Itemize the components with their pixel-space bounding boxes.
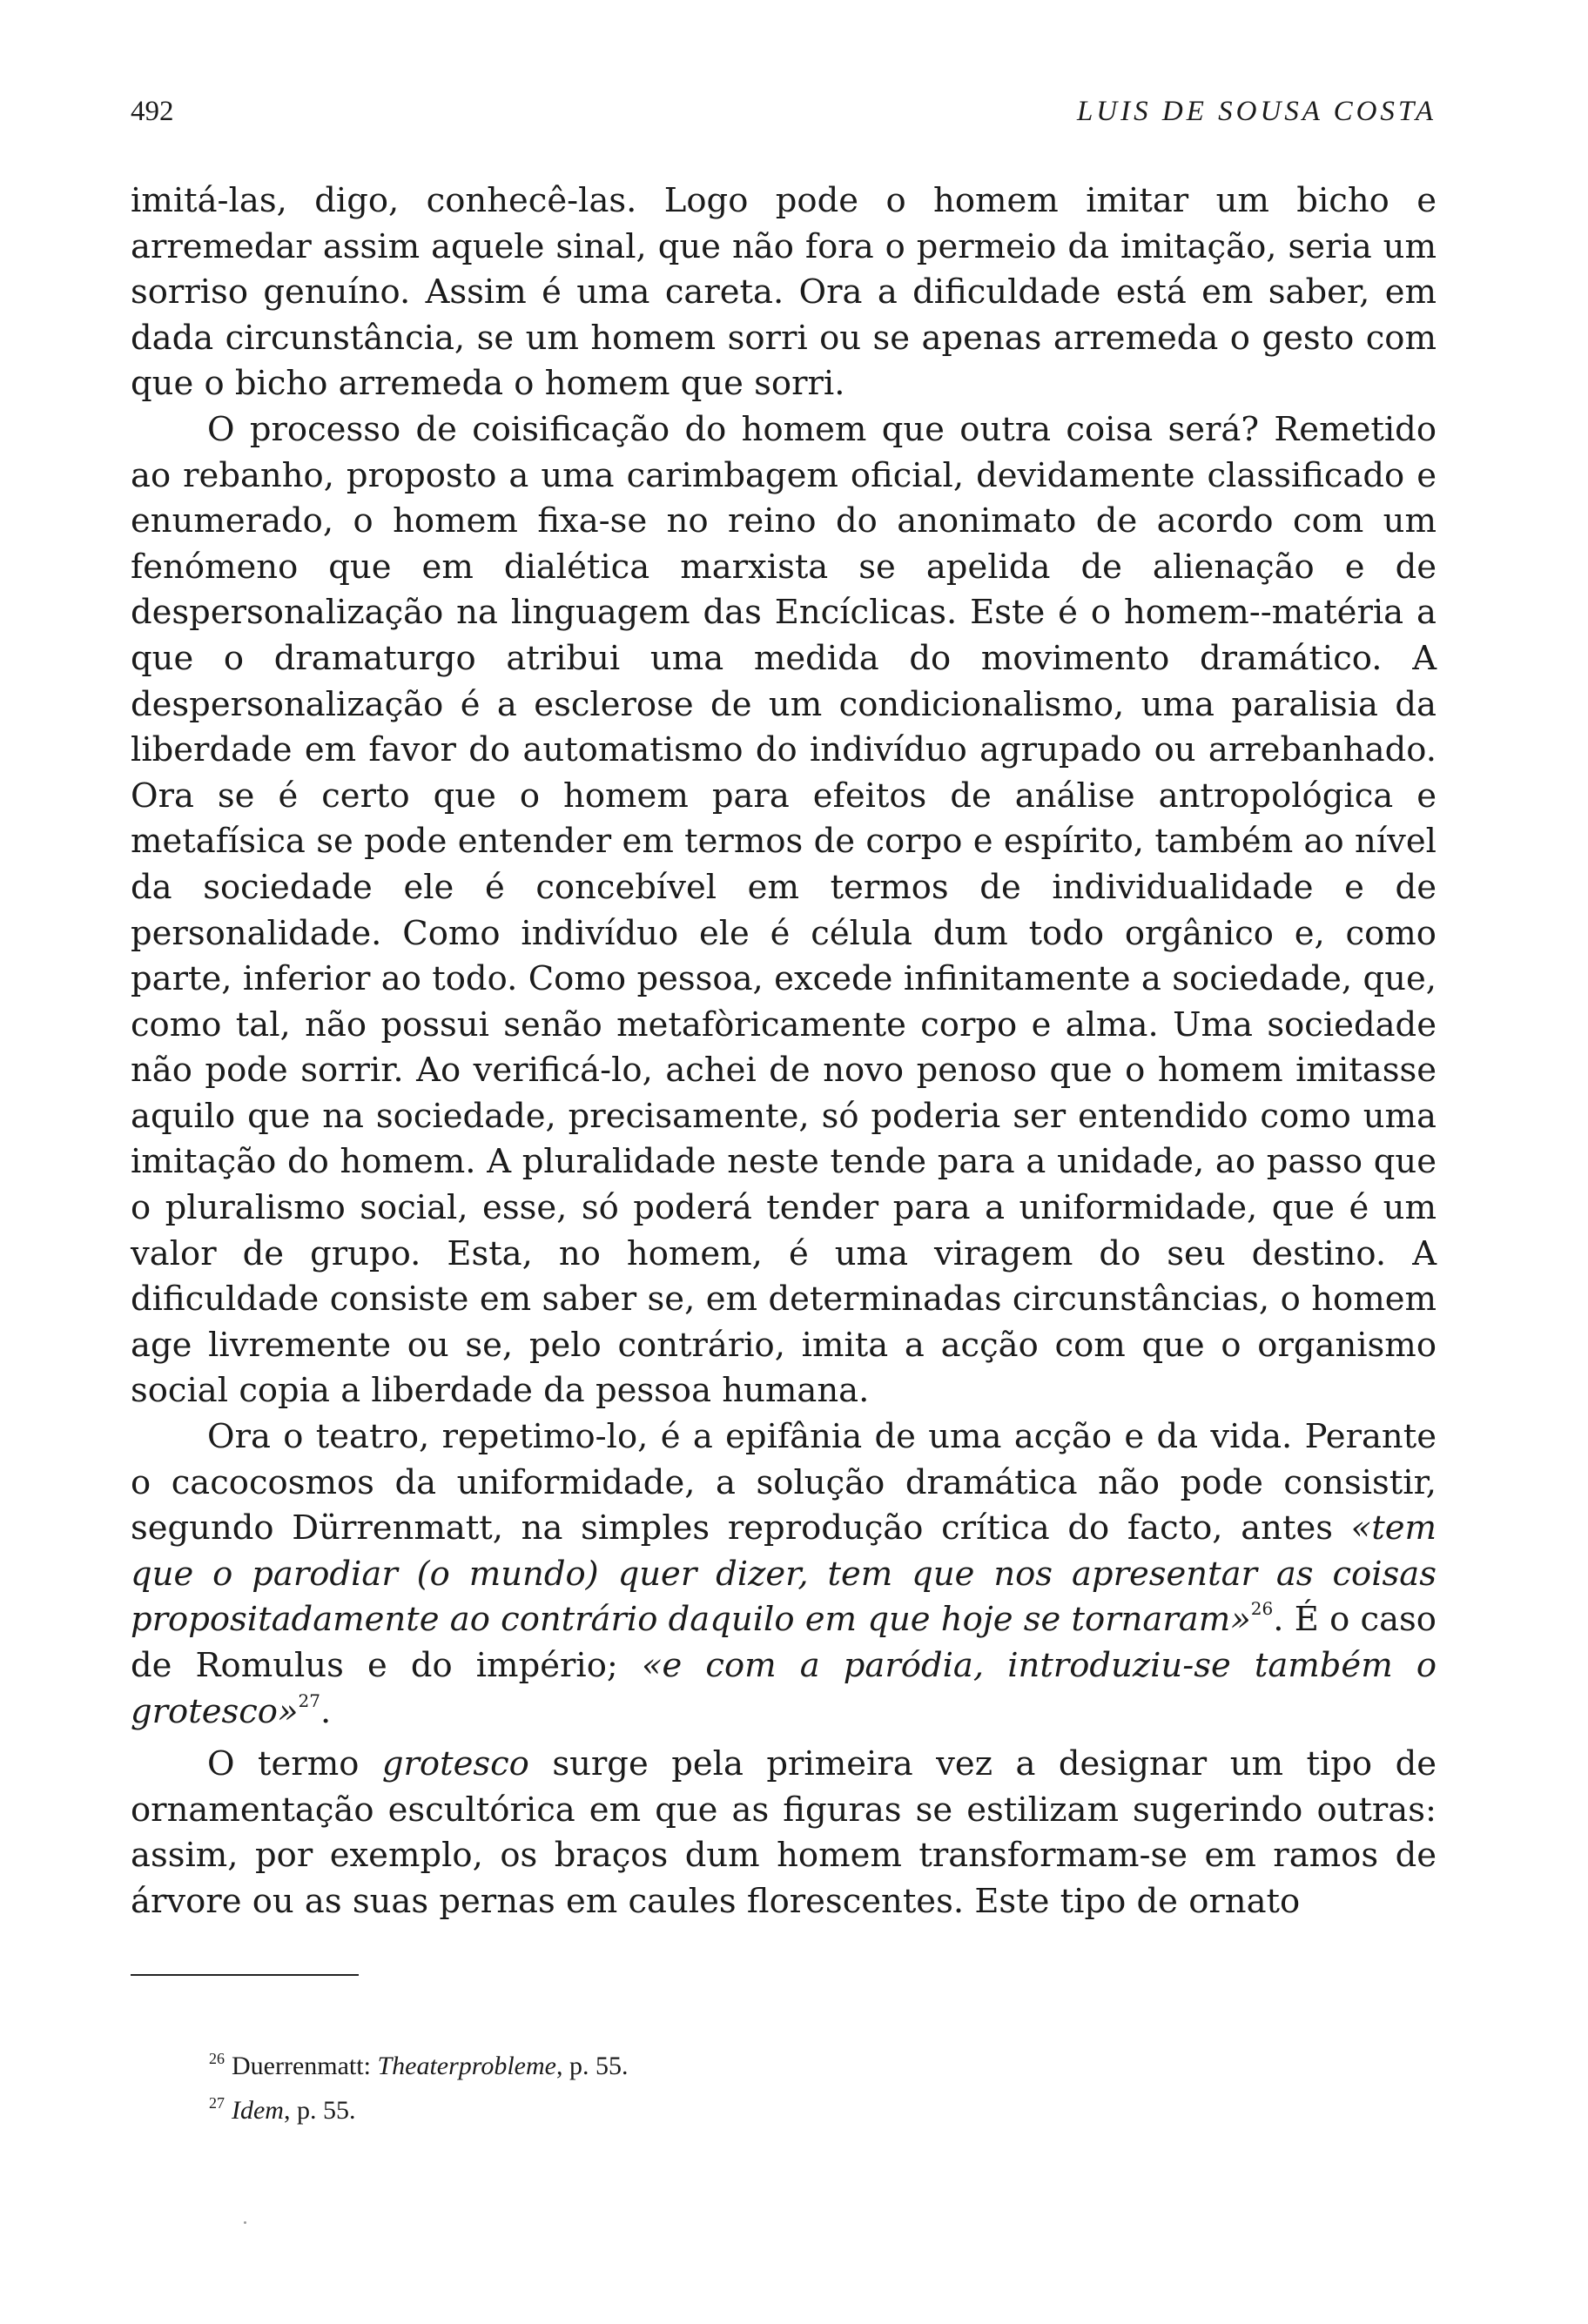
footnote-page: , p. 55.: [283, 2096, 356, 2125]
footnote-mark: 26: [209, 2050, 225, 2067]
footnote-ref-27[interactable]: 27: [298, 1689, 320, 1711]
paragraph-3-text-b: . É o caso de Romulus e do império;: [131, 1600, 1437, 1685]
paragraph-4-text-b: surge pela primeira vez a designar um tipo de ornamentação escultórica em que as figuras se estilizam sugerindo outras: assim, por exemplo, os braços dum homem transformam-se em ramos de árvore ou as suas pernas em caules florescentes. Este tipo de ornato: [131, 1744, 1437, 1921]
footnote-title: Theaterprobleme: [377, 2052, 556, 2080]
running-head: LUIS DE SOUSA COSTA: [1076, 96, 1437, 127]
paragraph-4-text-a: O termo: [207, 1744, 382, 1784]
footnotes: [209, 2040, 1341, 2129]
paragraph-3: [131, 1414, 1437, 1735]
durrenmatt-quote-2: «e com a paródia, introduziu-se também o grotesco»: [131, 1646, 1437, 1731]
paragraph-3-text-a: Ora o teatro, repetimo-lo, é a epifânia de uma acção e da vida. Perante o cacocosmos da uniformidade, a solução dramática não pode consistir, segundo Dürrenmatt, na simples reprodução crítica do facto, antes: [131, 1417, 1437, 1548]
footnote-mark: 27: [209, 2094, 225, 2112]
paragraph-4: [131, 1742, 1437, 1924]
scan-speck: [244, 2221, 246, 2224]
footnote-author: Duerrenmatt:: [232, 2052, 378, 2080]
footnote-ref-26[interactable]: 26: [1250, 1598, 1274, 1620]
footnote-26: [209, 2040, 1341, 2085]
paragraph-1: imitá-las, digo, conhecê-las. Logo pode o homem imitar um bicho e arremedar assim aquele sinal, que não fora o permeio da imitação, seria um sorriso genuíno. Assim é uma careta. Ora a dificuldade está em saber, em dada circunstância, se um homem sorri ou se apenas arremeda o gesto com que o bicho arremeda o homem que sorri.: [131, 181, 1437, 404]
term-grotesco: grotesco: [381, 1744, 529, 1784]
footnote-27: [209, 2085, 1341, 2129]
durrenmatt-quote-1: «tem que o parodiar (o mundo) quer dizer, tem que nos apresentar as coisas propositadamente ao contrário daquilo em que hoje se tornaram»: [131, 1508, 1437, 1640]
body-text: [131, 178, 1437, 1925]
page-header: [131, 85, 1437, 138]
footnote-page: , p. 55.: [555, 2052, 629, 2080]
paragraph-3-text-c: .: [320, 1691, 332, 1731]
paragraph-2: O processo de coisificação do homem que outra coisa será? Remetido ao rebanho, proposto a uma carimbagem oficial, devidamente classificado e enumerado, o homem fixa-se no reino do anonimato de acordo com um fenómeno que em dialética marxista se apelida de alienação e de despersonalização na linguagem das Encíclicas. Este é o homem--matéria a que o dramaturgo atribui uma medida do movimento dramático. A despersonalização é a esclerose de um condicionalismo, uma paralisia da liberdade em favor do automatismo do indivíduo agrupado ou arrebanhado. Ora se é certo que o homem para efeitos de análise antropológica e metafísica se pode entender em termos de corpo e espírito, também ao nível da sociedade ele é concebível em termos de individualidade e de personalidade. Como indivíduo ele é célula dum todo orgânico e, como parte, inferior ao todo. Como pessoa, excede infinitamente a sociedade, que, como tal, não possui senão metafòricamente corpo e alma. Uma sociedade não pode sorrir. Ao verificá-lo, achei de novo penoso que o homem imitasse aquilo que na sociedade, precisamente, só poderia ser entendido como uma imitação do homem. A pluralidade neste tende para a unidade, ao passo que o pluralismo social, esse, só poderá tender para a uniformidade, que é um valor de grupo. Esta, no homem, é uma viragem do seu destino. A dificuldade consiste em saber se, em determinadas circunstâncias, o homem age livremente ou se, pelo contrário, imita a acção com que o organismo social copia a liberdade da pessoa humana.: [131, 409, 1437, 1411]
page-number: 492: [131, 96, 174, 127]
footnote-title: Idem: [232, 2096, 284, 2125]
footnote-divider: [131, 1974, 359, 1976]
